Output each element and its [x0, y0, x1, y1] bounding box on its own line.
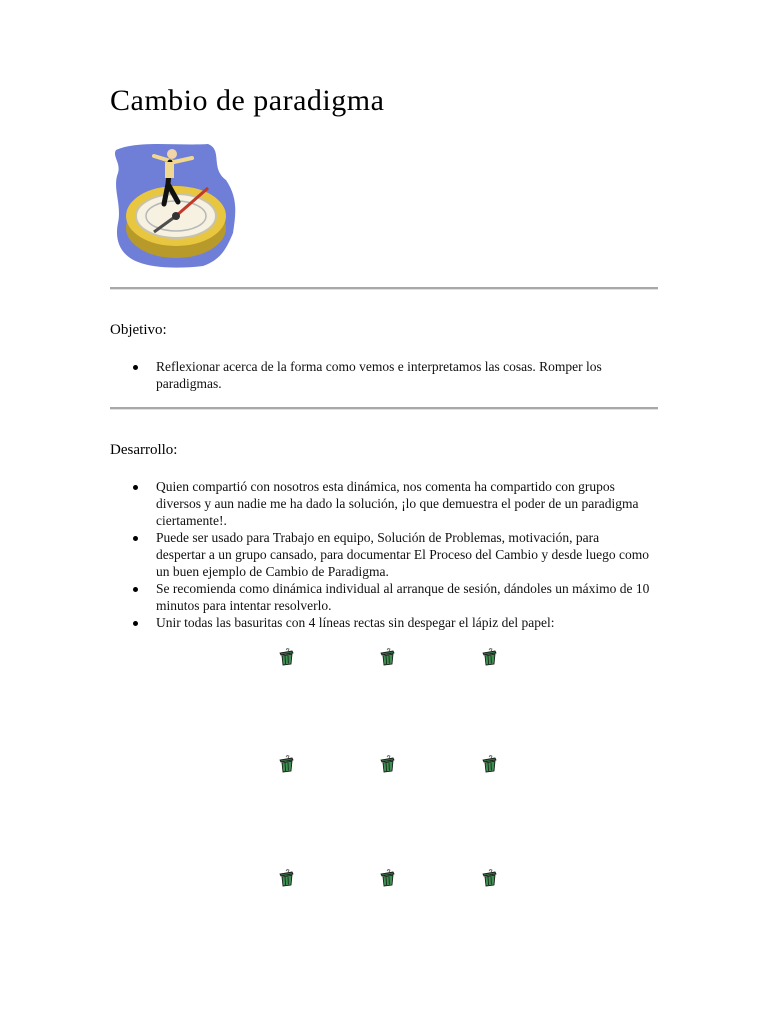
objetivo-heading: Objetivo:	[110, 322, 167, 338]
compass-figure-illustration	[108, 138, 240, 270]
trash-icon	[378, 755, 396, 773]
list-item: Se recomienda como dinámica individual al arranque de sesión, dándoles un máximo de 10 minutos para intentar resolverlo.	[130, 580, 650, 614]
trash-icon	[277, 648, 295, 666]
page-title: Cambio de paradigma	[110, 84, 385, 117]
trash-icon	[480, 648, 498, 666]
objetivo-list	[130, 358, 650, 392]
trash-icon	[378, 869, 396, 887]
trash-icon	[378, 648, 396, 666]
trash-icon	[277, 755, 295, 773]
trash-icon	[277, 869, 295, 887]
divider	[110, 407, 658, 410]
list-item: Puede ser usado para Trabajo en equipo, Solución de Problemas, motivación, para despertar a un grupo cansado, para documentar El Proceso del Cambio y desde luego como un buen ejemplo de Cambio de Paradigma.	[130, 529, 650, 580]
list-item: Reflexionar acerca de la forma como vemos e interpretamos las cosas. Romper los paradigmas.	[130, 358, 650, 392]
list-item: Quien compartió con nosotros esta dinámica, nos comenta ha compartido con grupos diversos y aun nadie me ha dado la solución, ¡lo que demuestra el poder de un paradigma ciertamente!.	[130, 478, 650, 529]
desarrollo-heading: Desarrollo:	[110, 442, 178, 458]
divider	[110, 287, 658, 290]
list-item: Unir todas las basuritas con 4 líneas rectas sin despegar el lápiz del papel:	[130, 614, 650, 631]
trash-icon	[480, 755, 498, 773]
trash-icon	[480, 869, 498, 887]
desarrollo-list	[130, 478, 650, 631]
